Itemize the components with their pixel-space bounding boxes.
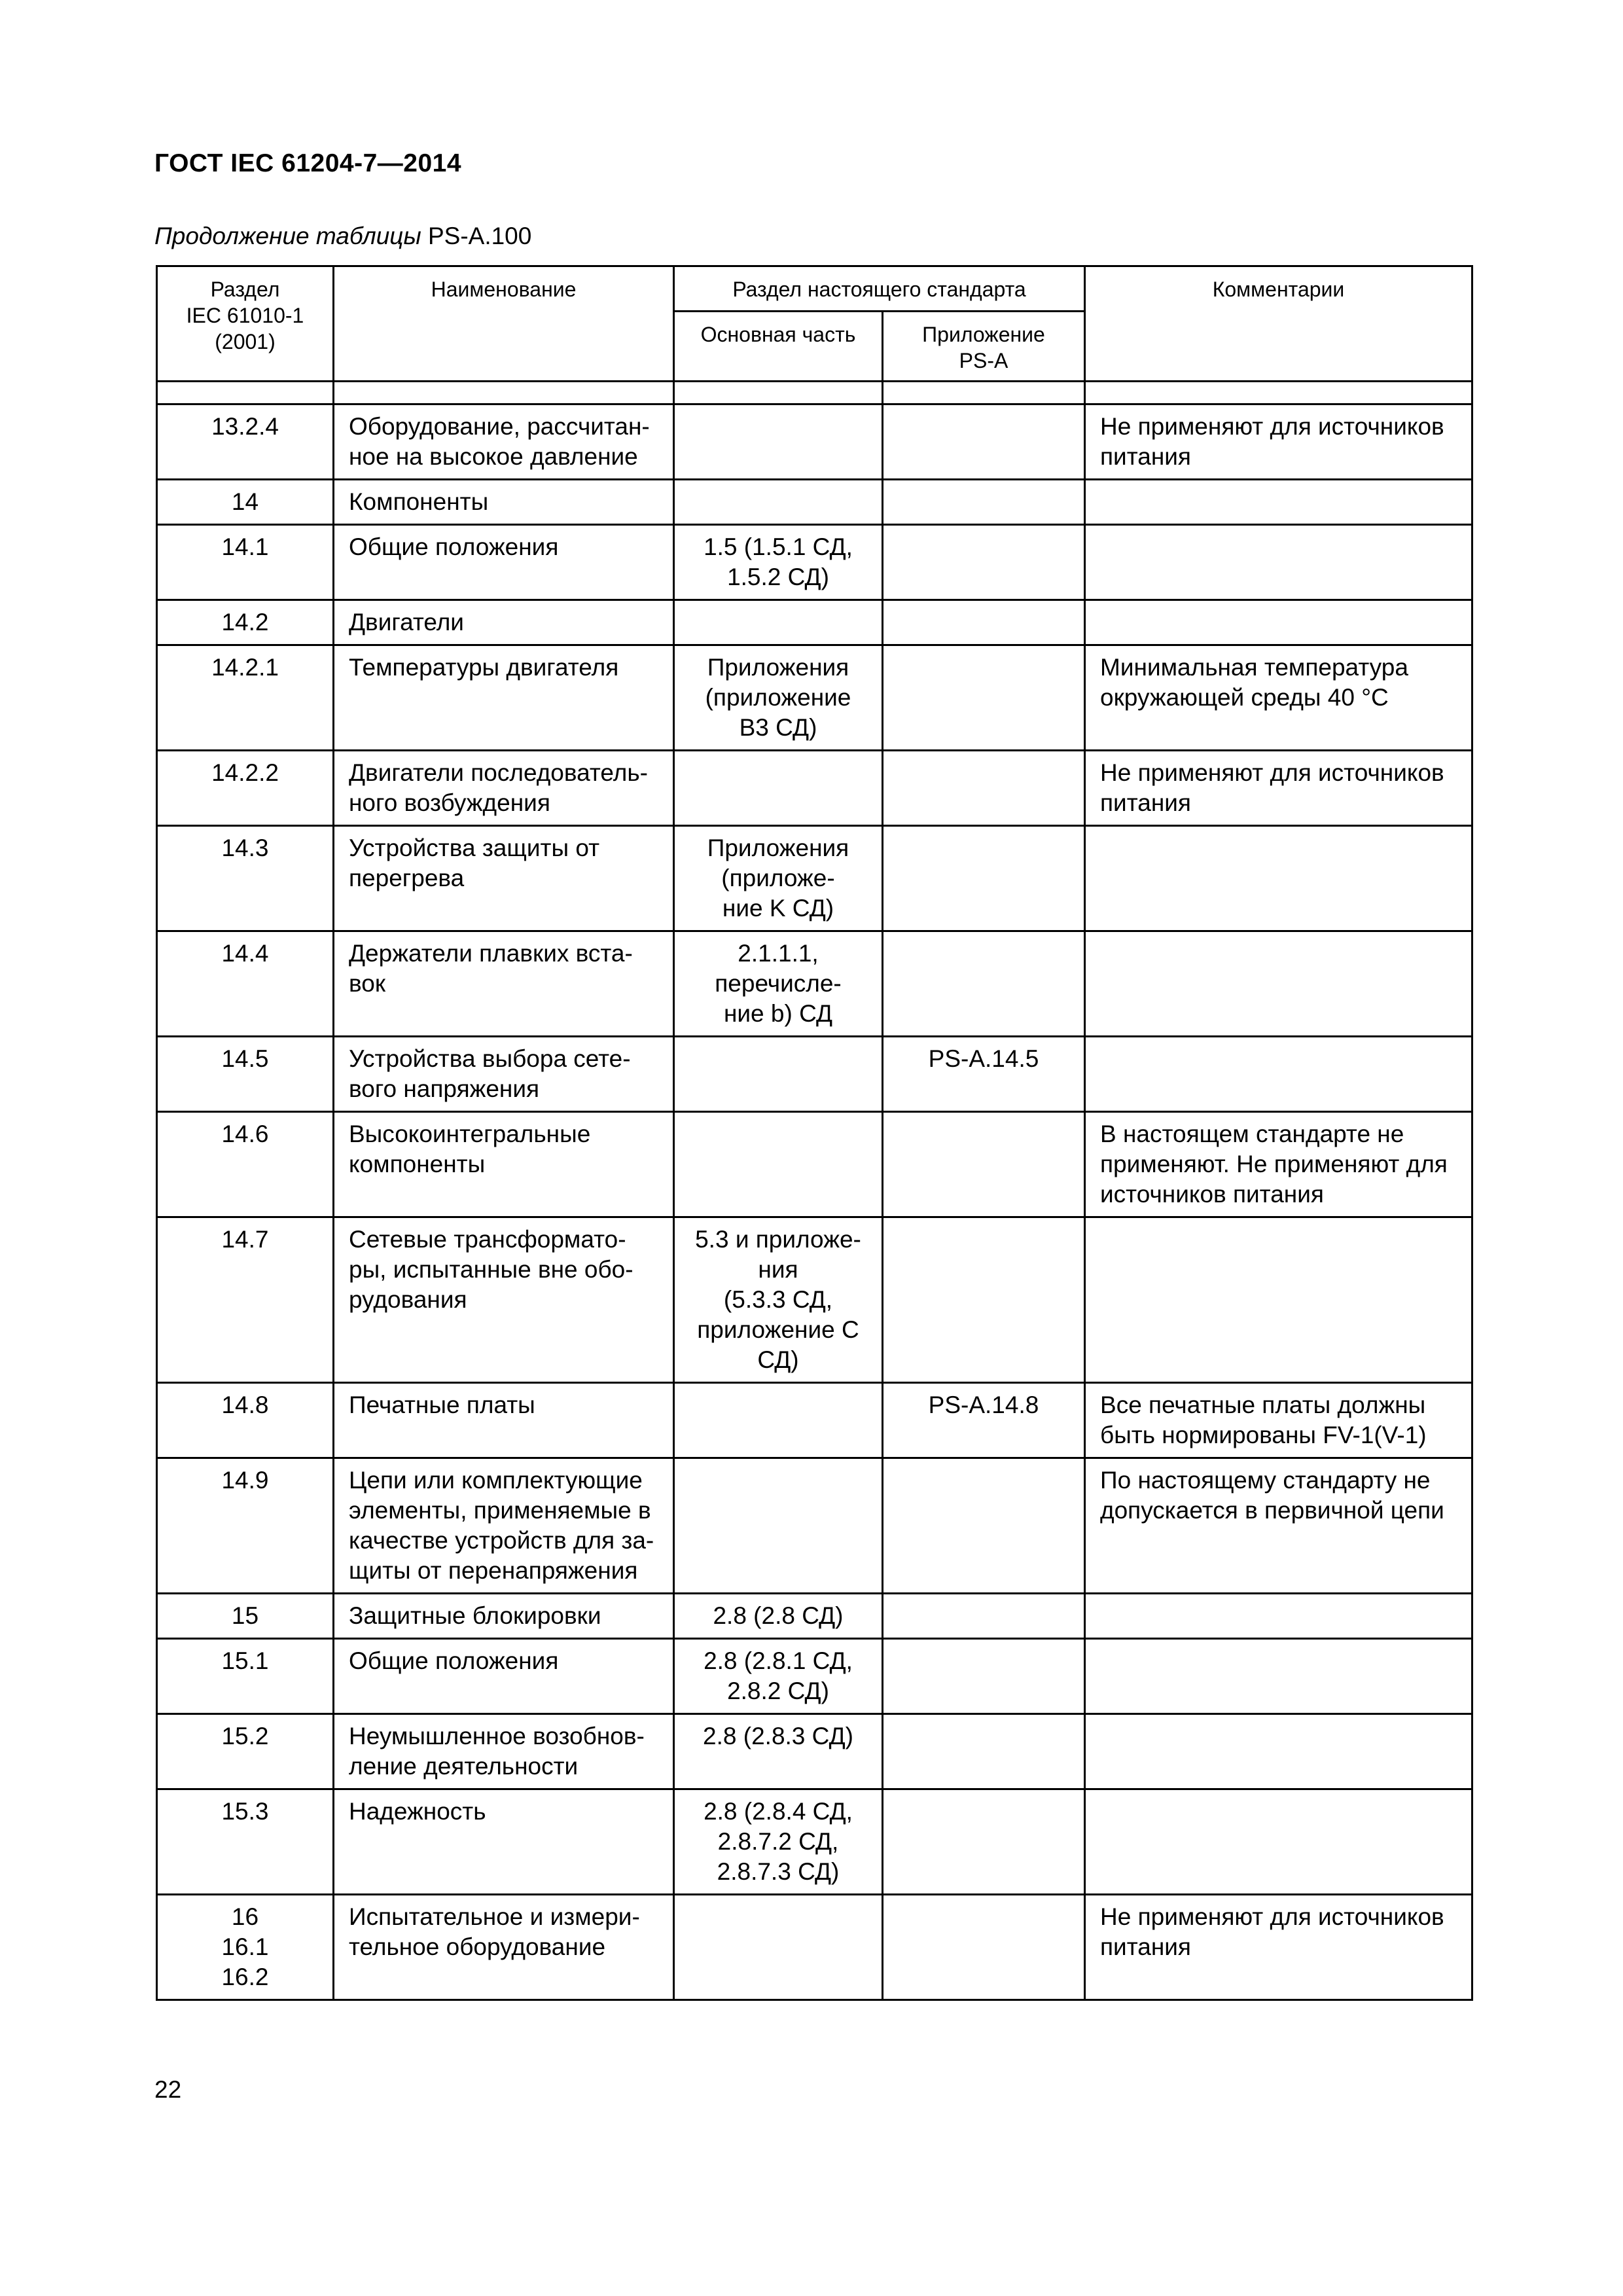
cell-main-part-line: СД) (757, 1346, 799, 1373)
cell-name-line: ры, испытанные вне обо- (349, 1256, 633, 1283)
cell-name-line: Двигатели (349, 609, 464, 636)
cell-appendix (883, 1112, 1085, 1217)
cell-appendix (883, 1789, 1085, 1895)
cell-main-part (674, 751, 883, 826)
cell-comment (1085, 1594, 1472, 1639)
table-row (157, 404, 1472, 480)
table-row (157, 1458, 1472, 1594)
cell-main-part-line: 1.5.2 СД) (727, 564, 829, 590)
cell-name-line: ного возбуждения (349, 789, 550, 816)
cell-name (334, 1458, 674, 1594)
cell-comment (1085, 1217, 1472, 1383)
cell-name (334, 1714, 674, 1789)
cell-section (157, 1714, 334, 1789)
cell-comment-line: питания (1100, 443, 1191, 470)
cell-section-line: 13.2.4 (211, 413, 279, 440)
cell-appendix (883, 645, 1085, 751)
cell-comment (1085, 826, 1472, 931)
cell-main-part-line: Приложения (707, 834, 849, 861)
cell-name-line: щиты от перенапряжения (349, 1557, 638, 1584)
cell-comment-line: быть нормированы FV-1(V-1) (1100, 1422, 1427, 1448)
cell-appendix (883, 1639, 1085, 1714)
cell-name (334, 1594, 674, 1639)
cell-name (334, 1789, 674, 1895)
caption-table-id: PS-A.100 (427, 223, 532, 249)
header-appendix (883, 312, 1085, 382)
cell-appendix (883, 404, 1085, 480)
cell-comment (1085, 404, 1472, 480)
cell-main-part (674, 1458, 883, 1594)
standards-table (156, 265, 1473, 2001)
cell-main-part (674, 404, 883, 480)
cell-main-part (674, 1594, 883, 1639)
cell-appendix (883, 751, 1085, 826)
header-main-part: Основная часть (674, 312, 883, 382)
cell-main-part-line: 1.5 (1.5.1 СД, (704, 533, 853, 560)
cell-main-part-line: 2.1.1.1, (738, 940, 819, 967)
cell-name-line: тельное оборудование (349, 1933, 606, 1960)
cell-appendix (883, 1594, 1085, 1639)
cell-appendix (883, 480, 1085, 525)
table-row (157, 931, 1472, 1037)
cell-comment-line: окружающей среды 40 °С (1100, 684, 1389, 711)
cell-main-part-line: ния (758, 1256, 798, 1283)
cell-section-line: 14.3 (221, 834, 269, 861)
cell-main-part-line: В3 СД) (739, 714, 817, 741)
cell-main-part (674, 826, 883, 931)
cell-section (157, 931, 334, 1037)
cell-main-part-line: 2.8 (2.8.1 СД, (704, 1647, 853, 1674)
cell-section (157, 1789, 334, 1895)
cell-section-line: 16.2 (221, 1964, 269, 1990)
cell-name-line: Испытательное и измери- (349, 1903, 640, 1930)
cell-main-part (674, 525, 883, 600)
cell-main-part-line: перечисле- (715, 970, 842, 997)
cell-comment-line: Не применяют для источников (1100, 413, 1444, 440)
cell-name-line: качестве устройств для за- (349, 1527, 654, 1554)
cell-section-line: 15 (231, 1602, 259, 1629)
cell-comment (1085, 1112, 1472, 1217)
cell-appendix (883, 525, 1085, 600)
table-caption (154, 223, 531, 250)
cell-main-part-line: ние b) СД (723, 1000, 833, 1027)
cell-appendix (883, 600, 1085, 645)
cell-section-line: 14.6 (221, 1121, 269, 1147)
cell-main-part (674, 480, 883, 525)
cell-main-part (674, 1789, 883, 1895)
cell-name (334, 1639, 674, 1714)
cell-name (334, 480, 674, 525)
cell-main-part-line: 2.8 (2.8.3 СД) (703, 1723, 853, 1749)
cell-main-part (674, 1217, 883, 1383)
cell-section-line: 14.2 (221, 609, 269, 636)
cell-main-part (674, 1112, 883, 1217)
cell-appendix (883, 1895, 1085, 2000)
cell-comment (1085, 645, 1472, 751)
cell-comment-line: Не применяют для источников (1100, 1903, 1444, 1930)
cell-name-line: ление деятельности (349, 1753, 579, 1780)
cell-section (157, 1217, 334, 1383)
cell-appendix-line: PS-A.14.5 (928, 1045, 1039, 1072)
cell-name (334, 1037, 674, 1112)
cell-comment (1085, 1383, 1472, 1458)
cell-section (157, 525, 334, 600)
cell-name-line: Неумышленное возобнов- (349, 1723, 645, 1749)
cell-main-part-line: 2.8 (2.8.4 СД, (704, 1798, 853, 1825)
cell-comment (1085, 525, 1472, 600)
cell-name-line: Защитные блокировки (349, 1602, 601, 1629)
cell-comment (1085, 751, 1472, 826)
table-row (157, 1037, 1472, 1112)
cell-main-part-line: (приложе- (721, 865, 835, 891)
cell-main-part (674, 1383, 883, 1458)
cell-appendix (883, 1217, 1085, 1383)
cell-section-line: 14.5 (221, 1045, 269, 1072)
cell-main-part-line: приложение С (697, 1316, 859, 1343)
cell-section-line: 14.8 (221, 1391, 269, 1418)
cell-name-line: вок (349, 970, 386, 997)
cell-section (157, 645, 334, 751)
cell-section (157, 1112, 334, 1217)
cell-section-line: 16 (231, 1903, 259, 1930)
cell-name (334, 1383, 674, 1458)
cell-name (334, 931, 674, 1037)
cell-main-part (674, 1714, 883, 1789)
cell-main-part (674, 1639, 883, 1714)
header-appendix-line: Приложение (922, 323, 1045, 346)
cell-comment (1085, 1037, 1472, 1112)
cell-comment-line: В настоящем стандарте не (1100, 1121, 1404, 1147)
cell-comment (1085, 1458, 1472, 1594)
cell-name-line: Устройства выбора сете- (349, 1045, 631, 1072)
header-comments: Комментарии (1085, 266, 1472, 382)
cell-main-part (674, 931, 883, 1037)
cell-name-line: Температуры двигателя (349, 654, 619, 681)
cell-section (157, 404, 334, 480)
cell-comment (1085, 931, 1472, 1037)
table-row (157, 1789, 1472, 1895)
cell-name-line: Двигатели последователь- (349, 759, 648, 786)
cell-name-line: перегрева (349, 865, 465, 891)
cell-comment-line: По настоящему стандарту не (1100, 1467, 1431, 1494)
cell-name (334, 404, 674, 480)
cell-section-line: 15.2 (221, 1723, 269, 1749)
cell-appendix (883, 931, 1085, 1037)
cell-name-line: Высокоинтегральные (349, 1121, 591, 1147)
header-section-line: Раздел (210, 278, 280, 301)
header-appendix-line: PS-A (959, 349, 1008, 372)
cell-main-part-line: ние K СД) (722, 895, 834, 922)
cell-comment-line: источников питания (1100, 1181, 1324, 1208)
table-row (157, 1383, 1472, 1458)
table-row (157, 1594, 1472, 1639)
cell-main-part-line: 2.8 (2.8 СД) (713, 1602, 844, 1629)
cell-name (334, 826, 674, 931)
cell-section (157, 751, 334, 826)
cell-appendix (883, 1037, 1085, 1112)
document-header: ГОСТ IEC 61204-7—2014 (154, 149, 462, 177)
cell-section (157, 1383, 334, 1458)
cell-section-line: 14.1 (221, 533, 269, 560)
header-section-line: IEC 61010-1 (186, 304, 304, 327)
cell-name (334, 751, 674, 826)
page-number: 22 (154, 2076, 182, 2103)
cell-comment (1085, 1714, 1472, 1789)
cell-appendix (883, 1383, 1085, 1458)
cell-name-line: Цепи или комплектующие (349, 1467, 643, 1494)
cell-main-part (674, 1895, 883, 2000)
table-row (157, 1217, 1472, 1383)
cell-name-line: Компоненты (349, 488, 489, 515)
cell-name (334, 600, 674, 645)
cell-section (157, 480, 334, 525)
table-row (157, 645, 1472, 751)
cell-main-part-line: (5.3.3 СД, (723, 1286, 833, 1313)
table-row (157, 751, 1472, 826)
cell-main-part (674, 600, 883, 645)
cell-main-part-line: Приложения (707, 654, 849, 681)
cell-main-part (674, 645, 883, 751)
cell-section-line: 16.1 (221, 1933, 269, 1960)
header-name: Наименование (334, 266, 674, 382)
cell-name (334, 1217, 674, 1383)
cell-section (157, 1458, 334, 1594)
table-row (157, 1112, 1472, 1217)
cell-main-part-line: 2.8.7.3 СД) (717, 1858, 840, 1885)
cell-section-line: 15.3 (221, 1798, 269, 1825)
cell-section (157, 1594, 334, 1639)
cell-name-line: элементы, применяемые в (349, 1497, 651, 1524)
cell-comment-line: Минимальная температура (1100, 654, 1408, 681)
cell-name-line: Надежность (349, 1798, 486, 1825)
cell-name-line: Оборудование, рассчитан- (349, 413, 650, 440)
cell-name (334, 645, 674, 751)
header-section (157, 266, 334, 382)
cell-section-line: 14.9 (221, 1467, 269, 1494)
cell-main-part-line: 2.8.7.2 СД, (717, 1828, 839, 1855)
cell-appendix-line: PS-A.14.8 (928, 1391, 1039, 1418)
cell-name-line: рудования (349, 1286, 467, 1313)
table-row (157, 525, 1472, 600)
cell-name-line: Держатели плавких вста- (349, 940, 633, 967)
table-row (157, 480, 1472, 525)
cell-section (157, 1639, 334, 1714)
cell-name-line: Устройства защиты от (349, 834, 600, 861)
table-row (157, 1639, 1472, 1714)
header-section-line: (2001) (215, 330, 276, 353)
cell-section-line: 14.2.1 (211, 654, 279, 681)
cell-appendix (883, 826, 1085, 931)
cell-name-line: Сетевые трансформато- (349, 1226, 626, 1253)
table-row (157, 1895, 1472, 2000)
cell-main-part-line: 5.3 и приложе- (695, 1226, 861, 1253)
cell-section-line: 14.4 (221, 940, 269, 967)
cell-name-line: вого напряжения (349, 1075, 540, 1102)
cell-main-part-line: 2.8.2 СД) (727, 1677, 829, 1704)
cell-section (157, 826, 334, 931)
header-double-rule (157, 382, 1472, 404)
cell-name-line: Общие положения (349, 533, 559, 560)
cell-name-line: компоненты (349, 1151, 486, 1177)
cell-comment-line: питания (1100, 789, 1191, 816)
cell-comment (1085, 1895, 1472, 2000)
cell-name-line: Печатные платы (349, 1391, 535, 1418)
cell-main-part-line: (приложение (705, 684, 851, 711)
header-standard-section: Раздел настоящего стандарта (674, 266, 1085, 312)
cell-comment-line: применяют. Не применяют для (1100, 1151, 1448, 1177)
cell-section (157, 1895, 334, 2000)
cell-appendix (883, 1458, 1085, 1594)
table-row (157, 826, 1472, 931)
cell-comment-line: Все печатные платы должны (1100, 1391, 1426, 1418)
cell-section-line: 15.1 (221, 1647, 269, 1674)
cell-name (334, 1895, 674, 2000)
cell-section-line: 14.2.2 (211, 759, 279, 786)
cell-name (334, 525, 674, 600)
cell-section (157, 600, 334, 645)
caption-italic: Продолжение таблицы (154, 223, 421, 249)
cell-comment (1085, 480, 1472, 525)
cell-appendix (883, 1714, 1085, 1789)
cell-comment-line: Не применяют для источников (1100, 759, 1444, 786)
table-row (157, 600, 1472, 645)
cell-section (157, 1037, 334, 1112)
cell-comment-line: допускается в первичной цепи (1100, 1497, 1444, 1524)
cell-name-line: ное на высокое давление (349, 443, 638, 470)
cell-comment (1085, 1789, 1472, 1895)
cell-comment (1085, 1639, 1472, 1714)
table-body (157, 382, 1472, 2000)
cell-comment-line: питания (1100, 1933, 1191, 1960)
cell-section-line: 14.7 (221, 1226, 269, 1253)
cell-name (334, 1112, 674, 1217)
cell-name-line: Общие положения (349, 1647, 559, 1674)
cell-main-part (674, 1037, 883, 1112)
cell-comment (1085, 600, 1472, 645)
cell-section-line: 14 (231, 488, 259, 515)
table-row (157, 1714, 1472, 1789)
